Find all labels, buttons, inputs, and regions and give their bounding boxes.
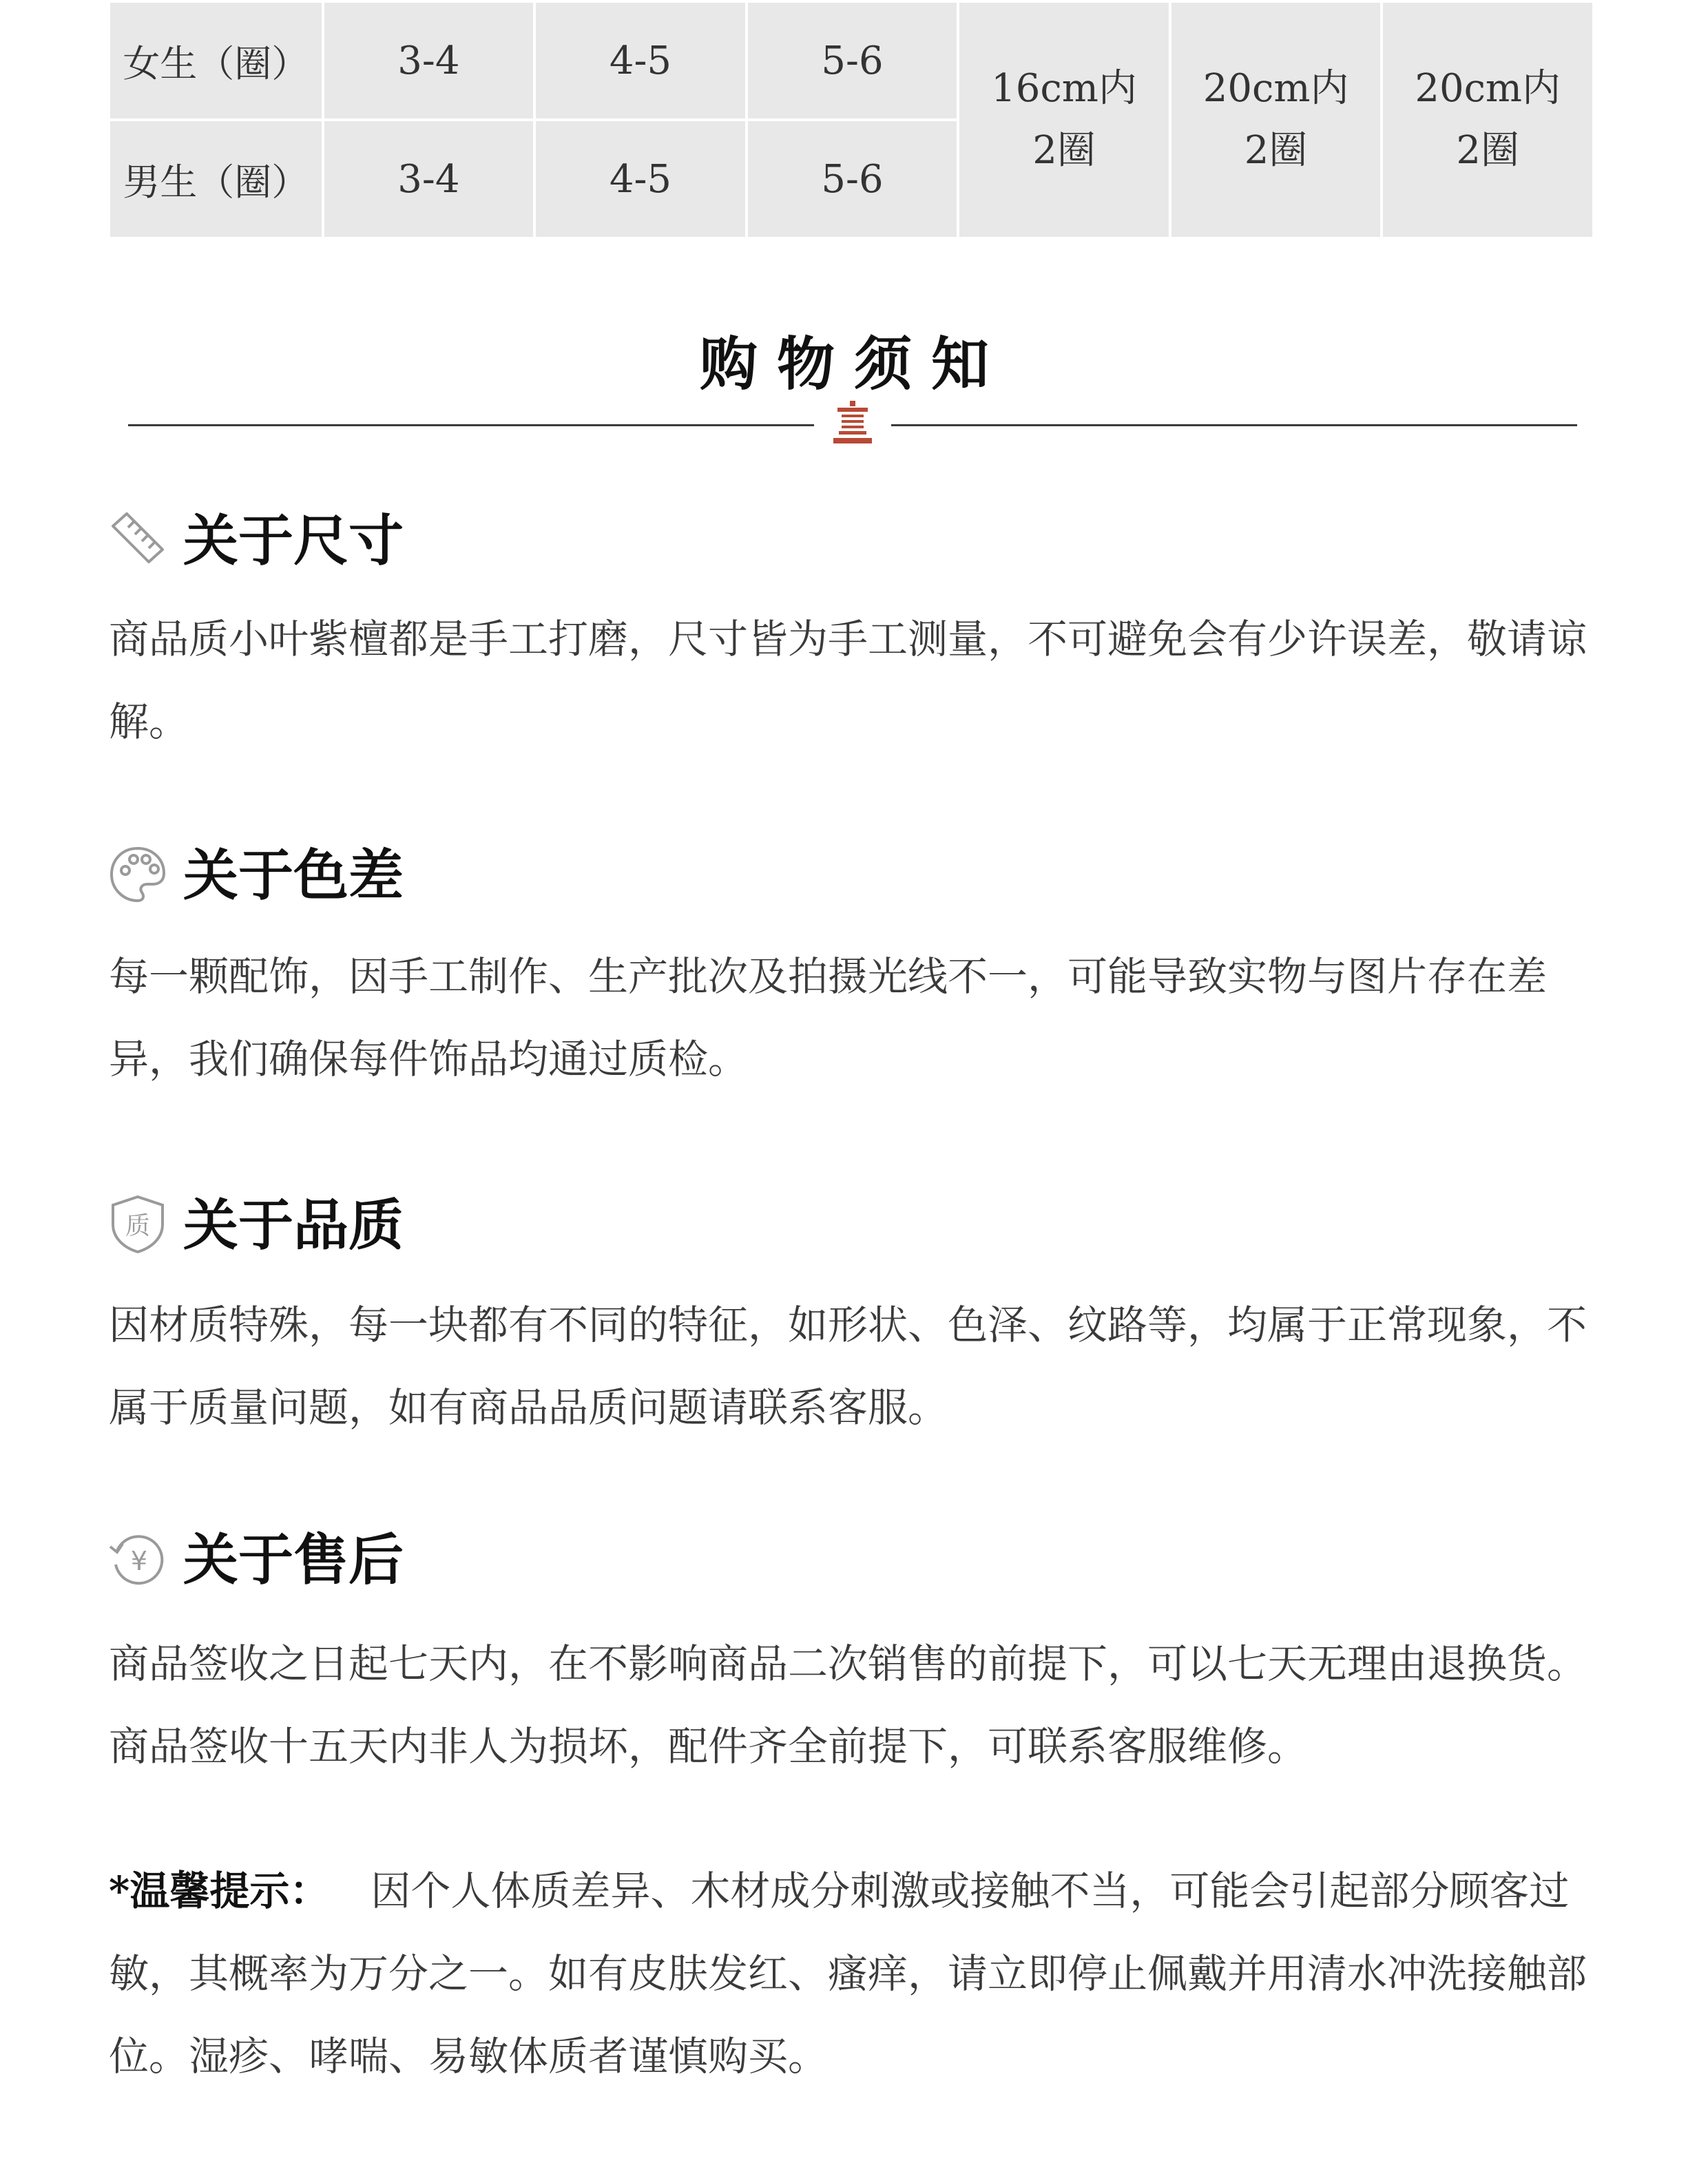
section-heading-color: 关于色差 [183, 844, 404, 908]
size-table [107, 0, 1595, 240]
title-rule-right [891, 424, 1577, 426]
yuan-char: ¥ [130, 1546, 148, 1576]
section-heading-size: 关于尺寸 [183, 509, 404, 573]
table-cell: 4-5 [536, 121, 745, 237]
section-heading-aftersales: 关于售后 [183, 1528, 404, 1592]
merged-cell-line2: 2圈 [1032, 128, 1096, 173]
warm-tip-label: *温馨提示： [109, 1868, 330, 1914]
section-body-color: 每一颗配饰，因手工制作、生产批次及拍摄光线不一，可能导致实物与图片存在差异，我们确保每件饰品均通过质检。 [109, 953, 1548, 1082]
table-cell: 5-6 [748, 121, 957, 237]
merged-cell [1383, 3, 1592, 237]
section-heading-quality: 关于品质 [183, 1193, 404, 1257]
merged-cell [1171, 3, 1381, 237]
row-label-female: 女生（圈） [110, 3, 322, 118]
table-cell: 3-4 [324, 3, 534, 118]
quality-shield-char: 质 [125, 1212, 151, 1240]
table-cell: 4-5 [536, 3, 745, 118]
seal-icon [829, 399, 876, 446]
quality-shield-icon [107, 1194, 168, 1255]
merged-cell [959, 3, 1169, 237]
warm-tip-text: 因个人体质差异、木材成分刺激或接触不当，可能会引起部分顾客过敏，其概率为万分之一。如有皮肤发红、瘙痒，请立即停止佩戴并用清水冲洗接触部位。湿疹、哮喘、易敏体质者谨慎购买。 [109, 1868, 1587, 2080]
merged-cell-line2: 2圈 [1456, 128, 1519, 173]
warm-tip [109, 1850, 1617, 2098]
merged-cell-line1: 20cm内 [1415, 66, 1561, 111]
section-body-quality: 因材质特殊，每一块都有不同的特征，如形状、色泽、纹路等，均属于正常现象，不属于质量问题，如有商品品质问题请联系客服。 [109, 1301, 1587, 1431]
yuan-refresh-icon [107, 1530, 168, 1591]
title-rule-left [128, 424, 814, 426]
section-body-aftersales: 商品签收之日起七天内，在不影响商品二次销售的前提下，可以七天无理由退换货。商品签收十五天内非人为损坏，配件齐全前提下，可联系客服维修。 [109, 1640, 1587, 1770]
row-label-male: 男生（圈） [110, 121, 322, 237]
palette-icon [107, 844, 168, 905]
merged-cell-line1: 16cm内 [991, 66, 1137, 111]
merged-cell-line1: 20cm内 [1202, 66, 1349, 111]
merged-cell-line2: 2圈 [1244, 128, 1308, 173]
ruler-icon [107, 507, 168, 567]
table-cell: 3-4 [324, 121, 534, 237]
table-cell: 5-6 [748, 3, 957, 118]
section-body-size: 商品质小叶紫檀都是手工打磨，尺寸皆为手工测量，不可避免会有少许误差，敬请谅解。 [109, 616, 1587, 745]
table-row [110, 3, 1592, 118]
section-title: 购物须知 [699, 331, 1008, 398]
